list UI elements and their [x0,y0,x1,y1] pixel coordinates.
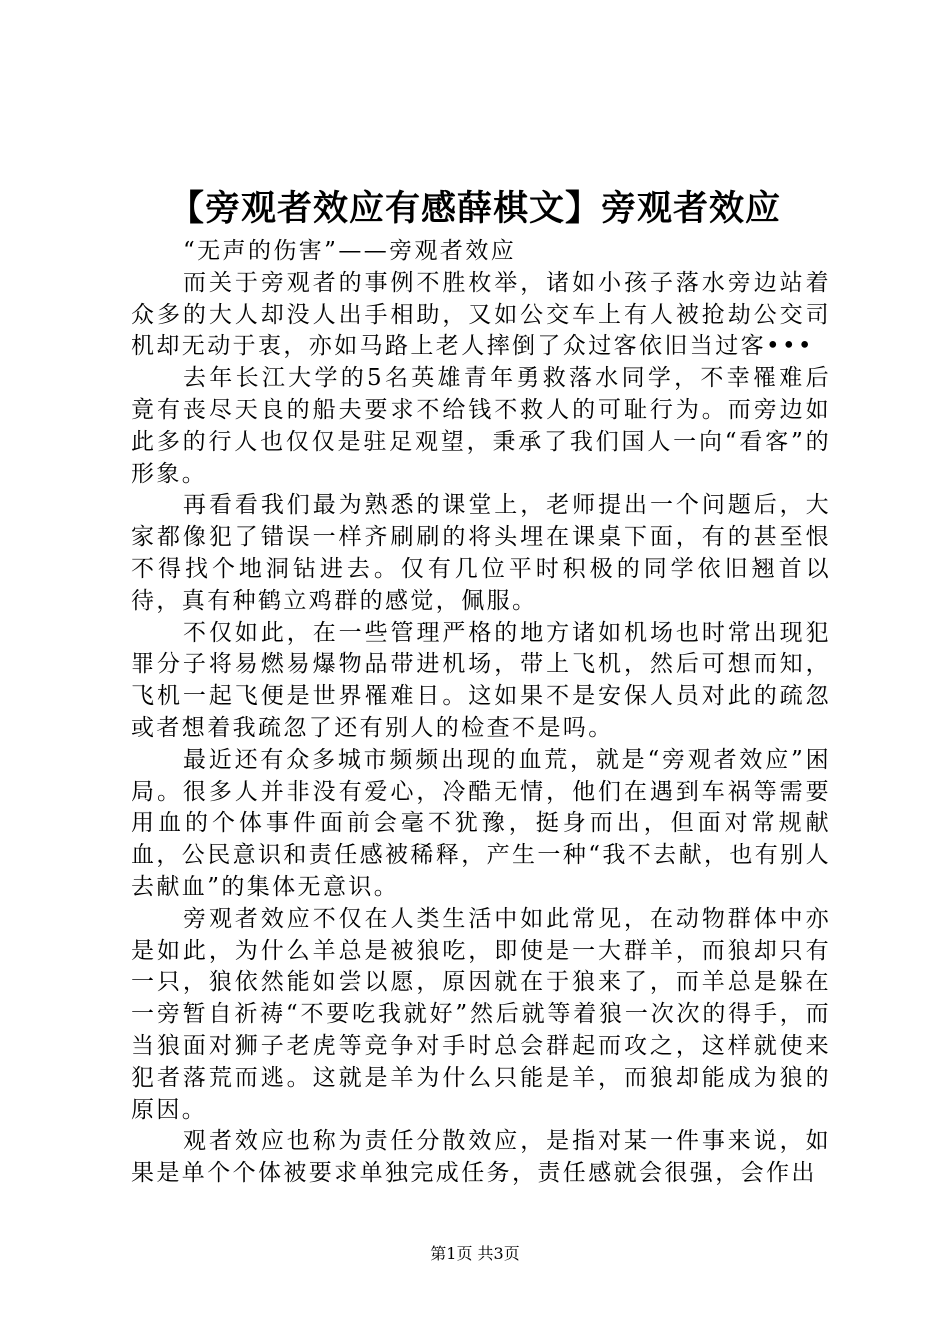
paragraph: 不仅如此，在一些管理严格的地方诸如机场也时常出现犯罪分子将易燃易爆物品带进机场，带上飞机，然后可想而知，飞机一起飞便是世界罹难日。这如果不是安保人员对此的疏忽或者想着我疏忽了还有别人的检查不是吗。 [131,619,831,741]
paragraph: 观者效应也称为责任分散效应，是指对某一件事来说，如果是单个个体被要求单独完成任务，责任感就会很强，会作出 [131,1128,831,1187]
paragraph: 而关于旁观者的事例不胜枚举，诸如小孩子落水旁边站着众多的大人却没人出手相助，又如公交车上有人被抢劫公交司机却无动于衷，亦如马路上老人摔倒了众过客依旧当过客••• [131,269,831,360]
document-title: 【旁观者效应有感薛棋文】旁观者效应 [168,188,781,229]
page-number-footer: 第1页 共3页 [430,1244,520,1263]
paragraph: 最近还有众多城市频频出现的血荒，就是“旁观者效应”困局。很多人并非没有爱心，冷酷无情，他们在遇到车祸等需要用血的个体事件面前会毫不犹豫，挺身而出，但面对常规献血，公民意识和责任感被稀释，产生一种“我不去献，也有别人去献血”的集体无意识。 [131,746,831,900]
subtitle-line: “无声的伤害”——旁观者效应 [183,238,517,264]
paragraph: 再看看我们最为熟悉的课堂上，老师提出一个问题后，大家都像犯了错误一样齐刷刷的将头埋在课桌下面，有的甚至恨不得找个地洞钻进去。仅有几位平时积极的同学依旧翘首以待，真有种鹤立鸡群的感觉，佩服。 [131,492,831,614]
document-body [131,236,831,1190]
paragraph: 旁观者效应不仅在人类生活中如此常见，在动物群体中亦是如此，为什么羊总是被狼吃，即使是一大群羊，而狼却只有一只，狼依然能如尝以愿，原因就在于狼来了，而羊总是躲在一旁暂自祈祷“不要吃我就好”然后就等着狼一次次的得手，而当狼面对狮子老虎等竞争对手时总会群起而攻之，这样就使来犯者落荒而逃。这就是羊为什么只能是羊，而狼却能成为狼的原因。 [131,905,831,1123]
paragraph: 去年长江大学的5名英雄青年勇救落水同学，不幸罹难后竟有丧尽天良的船夫要求不给钱不救人的可耻行为。而旁边如此多的行人也仅仅是驻足观望，秉承了我们国人一向“看客”的形象。 [131,365,831,487]
